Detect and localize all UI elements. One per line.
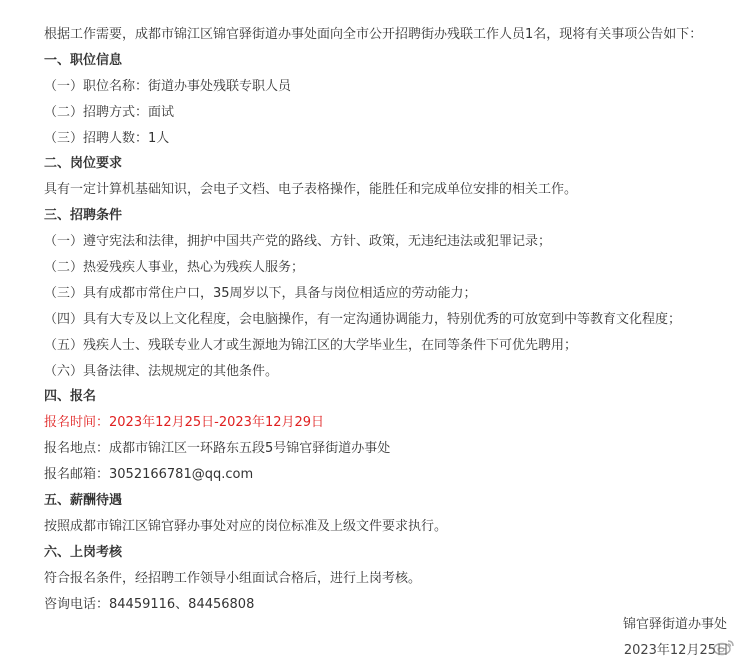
announcement-body — [44, 22, 744, 617]
s3-item-6: （六）具备法律、法规规定的其他条件。 — [44, 363, 279, 379]
s5-text: 按照成都市锦江区锦官驿办事处对应的岗位标准及上级文件要求执行。 — [44, 518, 448, 534]
issue-date: 2023年12月25日 — [623, 643, 729, 658]
s3-item-5: （五）残疾人士、残联专业人才或生源地为锦江区的大学毕业生，在同等条件下可优先聘用； — [44, 337, 578, 353]
s3-item-3: （三）具有成都市常住户口，35周岁以下，具备与岗位相适应的劳动能力； — [44, 285, 477, 301]
section-6-heading: 六、上岗考核 — [44, 544, 123, 560]
s1-item-2: （二）招聘方式：面试 — [44, 104, 175, 120]
issuer-signature: 锦官驿街道办事处 — [622, 617, 727, 632]
registration-email: 报名邮箱：3052166781@qq.com — [44, 467, 254, 483]
s3-item-2: （二）热爱残疾人事业，热心为残疾人服务； — [44, 260, 305, 276]
s1-item-1: （一）职位名称：街道办事处残联专职人员 — [44, 78, 292, 94]
section-3-heading: 三、招聘条件 — [44, 208, 123, 224]
registration-time: 报名时间：2023年12月25日-2023年12月29日 — [44, 415, 325, 431]
intro-paragraph: 根据工作需要，成都市锦江区锦官驿街道办事处面向全市公开招聘街办残联工作人员1名，现将有关事项公告如下： — [44, 27, 703, 42]
s3-item-1: （一）遵守宪法和法律，拥护中国共产党的路线、方针、政策，无违纪违法或犯罪记录； — [44, 234, 552, 250]
section-1-heading: 一、职位信息 — [44, 52, 123, 68]
s6-text: 符合报名条件，经招聘工作领导小组面试合格后，进行上岗考核。 — [44, 570, 422, 586]
s2-text: 具有一定计算机基础知识，会电子文档、电子表格操作，能胜任和完成单位安排的相关工作。 — [44, 182, 578, 198]
s3-item-4: （四）具有大专及以上文化程度，会电脑操作，有一定沟通协调能力，特别优秀的可放宽到中等教育文化程度； — [44, 311, 682, 327]
s1-item-3: （三）招聘人数：1人 — [44, 130, 170, 146]
section-4-heading: 四、报名 — [44, 389, 97, 405]
section-2-heading: 二、岗位要求 — [44, 156, 123, 172]
registration-place: 报名地点：成都市锦江区一环路东五段5号锦官驿街道办事处 — [44, 441, 391, 457]
consult-phone: 咨询电话：84459116、84456808 — [44, 596, 255, 612]
section-5-heading: 五、薪酬待遇 — [44, 493, 123, 509]
